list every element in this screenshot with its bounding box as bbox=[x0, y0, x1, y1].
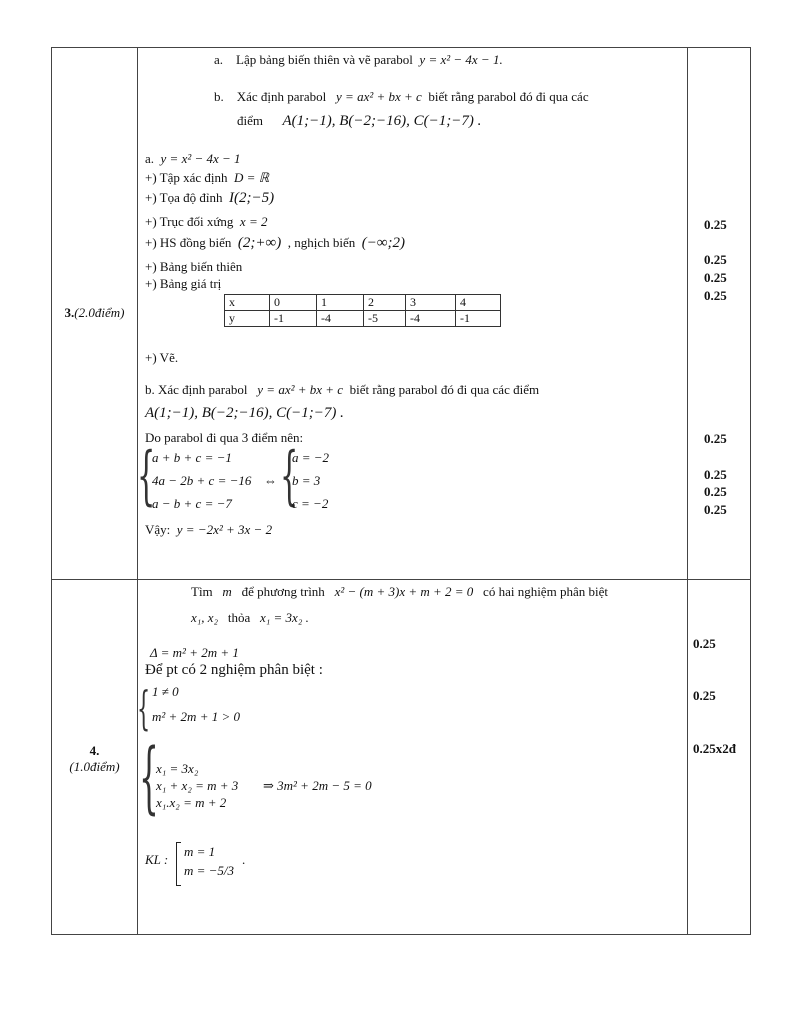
q3-sol-b-points: A(1;−1), B(−2;−16), C(−1;−7) . bbox=[145, 405, 344, 421]
q4-prompt-line1 bbox=[191, 584, 608, 600]
q3-variation-table-label: +) Bảng biến thiên bbox=[145, 259, 243, 274]
score: 0.25x2đ bbox=[693, 741, 736, 756]
q3-increasing-text: +) HS đồng biến bbox=[145, 235, 232, 250]
q4-prompt-line2 bbox=[191, 610, 309, 626]
q3-axis-text: +) Trục đối xứng bbox=[145, 214, 234, 229]
table-cell: -4 bbox=[317, 311, 364, 327]
q3-sol-b-equation: y = ax² + bx + c bbox=[257, 382, 344, 397]
q3-sol-b-head bbox=[145, 382, 539, 398]
q3-sol-a-equation: y = x² − 4x − 1 bbox=[160, 151, 241, 166]
left-brace-icon: { bbox=[137, 681, 151, 735]
q4-kl-label: KL : bbox=[145, 852, 169, 867]
left-brace-icon: { bbox=[139, 733, 159, 823]
column-divider-2 bbox=[687, 48, 688, 934]
q3-prompt-b bbox=[214, 89, 589, 105]
q4-vieta-result: ⇒ 3m² + 2m − 5 = 0 bbox=[263, 778, 372, 793]
q3-sol-a-index: a. bbox=[145, 151, 155, 166]
q4-prompt-text2: để phương trình bbox=[241, 584, 325, 599]
q4-prompt-roots: x₁, x₂ bbox=[191, 610, 219, 625]
q3-system-eq-3: a − b + c = −7 bbox=[152, 496, 232, 511]
q3-conclusion bbox=[145, 522, 272, 538]
q4-vieta-1: x₁ = 3x₂ bbox=[156, 761, 199, 776]
q3-axis-equation: x = 2 bbox=[239, 214, 268, 229]
score: 0.25 bbox=[704, 467, 727, 482]
score: 0.25 bbox=[704, 502, 727, 517]
q3-domain-equation: D = ℝ bbox=[234, 170, 270, 185]
q3-result-a: a = −2 bbox=[292, 450, 330, 465]
q4-label bbox=[52, 743, 137, 775]
left-brace-icon: { bbox=[137, 439, 156, 513]
q3-sol-a-line2 bbox=[145, 190, 274, 206]
table-row bbox=[225, 295, 501, 311]
table-cell: -5 bbox=[364, 311, 406, 327]
score: 0.25 bbox=[693, 688, 716, 703]
q3-conclusion-equation: y = −2x² + 3x − 2 bbox=[176, 522, 273, 537]
q3-result-b: b = 3 bbox=[292, 473, 321, 488]
table-cell: -1 bbox=[270, 311, 317, 327]
q3-sol-b-tail: biết rằng parabol đó đi qua các điểm bbox=[349, 382, 540, 397]
q4-vieta-3: x₁.x₂ = m + 2 bbox=[156, 795, 227, 810]
q3-prompt-a-equation: y = x² − 4x − 1. bbox=[419, 52, 503, 67]
q4-delta: Δ = m² + 2m + 1 bbox=[150, 645, 239, 660]
q4-vieta-2: x₁ + x₂ = m + 3 bbox=[156, 778, 239, 793]
q3-sol-b-text: b. Xác định parabol bbox=[145, 382, 248, 397]
q3-system-eq-2: 4a − 2b + c = −16 bbox=[152, 473, 252, 488]
q3-prompt-b-index: b. bbox=[214, 89, 224, 104]
table-cell: y bbox=[225, 311, 270, 327]
q3-sol-a-line1 bbox=[145, 170, 269, 186]
table-cell: 2 bbox=[364, 295, 406, 311]
score: 0.25 bbox=[693, 636, 716, 651]
q3-sol-b-line: Do parabol đi qua 3 điểm nên: bbox=[145, 430, 304, 445]
score: 0.25 bbox=[704, 252, 727, 267]
q3-prompt-b-point-label: điểm bbox=[237, 113, 263, 128]
q4-points: (1.0điểm) bbox=[69, 759, 120, 774]
q4-prompt-equation: x² − (m + 3)x + m + 2 = 0 bbox=[334, 584, 474, 599]
q3-draw-step: +) Vẽ. bbox=[145, 350, 179, 365]
q3-value-table-label: +) Bảng giá trị bbox=[145, 276, 222, 291]
score: 0.25 bbox=[704, 288, 727, 303]
q3-vertex-text: +) Tọa độ đỉnh bbox=[145, 190, 223, 205]
q3-prompt-a-index: a. bbox=[214, 52, 224, 67]
q4-number: 4. bbox=[89, 743, 100, 758]
q4-kl-value-2: m = −5/3 bbox=[184, 863, 235, 878]
table-cell: -1 bbox=[456, 311, 501, 327]
table-cell: -4 bbox=[406, 311, 456, 327]
left-brace-icon: { bbox=[280, 439, 299, 513]
q3-prompt-b-points: A(1;−1), B(−2;−16), C(−1;−7) . bbox=[282, 113, 482, 129]
q3-prompt-b-line2 bbox=[237, 113, 481, 129]
q4-prompt-text1: Tìm bbox=[191, 584, 213, 599]
q4-condition-2: m² + 2m + 1 > 0 bbox=[152, 709, 240, 724]
q3-decreasing-text: , nghịch biến bbox=[287, 235, 356, 250]
q4-prompt-satisfy: thỏa bbox=[227, 610, 251, 625]
row-divider bbox=[52, 579, 750, 580]
q4-prompt-text3: có hai nghiệm phân biệt bbox=[483, 584, 608, 599]
q3-value-table bbox=[224, 294, 501, 327]
q3-points: (2.0điểm) bbox=[74, 305, 125, 320]
q3-prompt-b-tail: biết rằng parabol đó đi qua các bbox=[428, 89, 589, 104]
q3-prompt-a bbox=[214, 52, 503, 68]
q3-prompt-a-text: Lập bảng biến thiên và vẽ parabol bbox=[236, 52, 413, 67]
q3-result-c: c = −2 bbox=[292, 496, 329, 511]
q4-kl-dot: . bbox=[242, 852, 246, 867]
table-cell: x bbox=[225, 295, 270, 311]
table-cell: 3 bbox=[406, 295, 456, 311]
q3-system-eq-1: a + b + c = −1 bbox=[152, 450, 232, 465]
score: 0.25 bbox=[704, 217, 727, 232]
q3-conclusion-label: Vậy: bbox=[145, 522, 171, 537]
q3-number: 3. bbox=[64, 305, 75, 320]
q3-vertex-equation: I(2;−5) bbox=[229, 190, 275, 206]
q4-prompt-variable: m bbox=[222, 584, 232, 599]
q3-prompt-b-equation: y = ax² + bx + c bbox=[336, 89, 422, 104]
score: 0.25 bbox=[704, 270, 727, 285]
score: 0.25 bbox=[704, 484, 727, 499]
q4-condition-1: 1 ≠ 0 bbox=[152, 684, 179, 699]
q3-sol-a-line3 bbox=[145, 214, 267, 230]
equivalence-icon: ⇔ bbox=[264, 473, 277, 488]
table-cell: 0 bbox=[270, 295, 317, 311]
q4-prompt-condition: x₁ = 3x₂ . bbox=[259, 610, 309, 625]
q3-increasing-interval: (2;+∞) bbox=[237, 235, 282, 251]
q4-kl-value-1: m = 1 bbox=[184, 844, 216, 859]
q3-sol-a-line4 bbox=[145, 235, 405, 251]
table-cell: 4 bbox=[456, 295, 501, 311]
score: 0.25 bbox=[704, 431, 727, 446]
q3-decreasing-interval: (−∞;2) bbox=[361, 235, 406, 251]
q4-condition-line: Để pt có 2 nghiệm phân biệt : bbox=[145, 662, 323, 678]
q3-domain-text: +) Tập xác định bbox=[145, 170, 228, 185]
q3-sol-a-head bbox=[145, 151, 241, 167]
table-cell: 1 bbox=[317, 295, 364, 311]
q3-prompt-b-text: Xác định parabol bbox=[236, 89, 327, 104]
q3-label bbox=[52, 305, 137, 321]
table-row bbox=[225, 311, 501, 327]
bracket-icon bbox=[176, 842, 181, 886]
